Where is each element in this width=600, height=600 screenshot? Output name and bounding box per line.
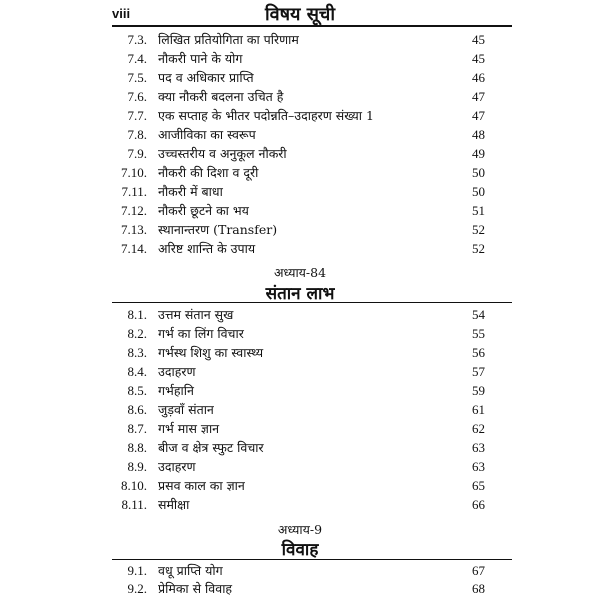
entry-page: 50 bbox=[472, 165, 485, 180]
entry-page: 52 bbox=[472, 222, 485, 237]
entry-number: 8.8. bbox=[127, 440, 147, 455]
entry-number: 7.12. bbox=[121, 203, 147, 218]
entry-title: नौकरी की दिशा व दूरी bbox=[158, 165, 259, 180]
entry-title: जुड़वाँ संतान bbox=[158, 402, 214, 417]
entry-title: अरिष्ट शान्ति के उपाय bbox=[158, 241, 256, 256]
entry-title: स्थानान्तरण (Transfer) bbox=[158, 222, 278, 237]
entry-page: 65 bbox=[472, 478, 485, 493]
entry-number: 7.9. bbox=[127, 146, 147, 161]
toc-entry bbox=[0, 126, 600, 144]
entry-number: 8.6. bbox=[127, 402, 147, 417]
entry-title: उदाहरण bbox=[158, 364, 196, 379]
entry-page: 45 bbox=[472, 32, 485, 47]
entry-page: 68 bbox=[472, 581, 485, 596]
entry-title: प्रसव काल का ज्ञान bbox=[158, 478, 245, 493]
toc-entry bbox=[0, 145, 600, 163]
entry-page: 50 bbox=[472, 184, 485, 199]
entry-number: 7.6. bbox=[127, 89, 147, 104]
entry-page: 67 bbox=[472, 563, 485, 578]
toc-entry bbox=[0, 562, 600, 580]
entry-title: उत्तम संतान सुख bbox=[158, 307, 234, 322]
entry-number: 8.3. bbox=[127, 345, 147, 360]
entry-title: एक सप्ताह के भीतर पदोन्नति–उदाहरण संख्या 1 bbox=[158, 108, 374, 123]
entry-number: 8.1. bbox=[127, 307, 147, 322]
toc-entry bbox=[0, 325, 600, 343]
toc-entry bbox=[0, 88, 600, 106]
entry-page: 48 bbox=[472, 127, 485, 142]
toc-entry bbox=[0, 496, 600, 514]
entry-number: 7.7. bbox=[127, 108, 147, 123]
toc-entry bbox=[0, 458, 600, 476]
toc-entry bbox=[0, 107, 600, 125]
entry-number: 7.13. bbox=[121, 222, 147, 237]
entry-number: 8.11. bbox=[121, 497, 147, 512]
entry-number: 8.7. bbox=[127, 421, 147, 436]
entry-title: क्या नौकरी बदलना उचित है bbox=[158, 89, 284, 104]
toc-entry bbox=[0, 306, 600, 324]
toc-entry bbox=[0, 477, 600, 495]
toc-entry bbox=[0, 164, 600, 182]
header-divider bbox=[112, 25, 512, 27]
toc-entry bbox=[0, 50, 600, 68]
toc-entry bbox=[0, 240, 600, 258]
entry-number: 9.2. bbox=[127, 581, 147, 596]
entry-number: 7.14. bbox=[121, 241, 147, 256]
toc-entry bbox=[0, 420, 600, 438]
entry-page: 46 bbox=[472, 70, 485, 85]
entry-title: उदाहरण bbox=[158, 459, 196, 474]
entry-number: 7.3. bbox=[127, 32, 147, 47]
entry-page: 51 bbox=[472, 203, 485, 218]
entry-title: नौकरी में बाधा bbox=[158, 184, 223, 199]
chapter-title: संतान लाभ bbox=[265, 284, 335, 304]
entry-page: 61 bbox=[472, 402, 485, 417]
entry-page: 63 bbox=[472, 459, 485, 474]
chapter-divider bbox=[112, 302, 512, 303]
entry-title: बीज व क्षेत्र स्फुट विचार bbox=[158, 440, 264, 455]
entry-page: 52 bbox=[472, 241, 485, 256]
entry-number: 7.5. bbox=[127, 70, 147, 85]
entry-title: नौकरी पाने के योग bbox=[158, 51, 243, 66]
entry-title: आजीविका का स्वरूप bbox=[158, 127, 256, 142]
entry-page: 62 bbox=[472, 421, 485, 436]
entry-title: गर्भहानि bbox=[158, 383, 194, 398]
entry-number: 7.8. bbox=[127, 127, 147, 142]
entry-title: समीक्षा bbox=[158, 497, 190, 512]
entry-number: 8.10. bbox=[121, 478, 147, 493]
toc-entry bbox=[0, 344, 600, 362]
toc-entry bbox=[0, 31, 600, 49]
entry-title: गर्भस्थ शिशु का स्वास्थ्य bbox=[158, 345, 264, 360]
entry-page: 59 bbox=[472, 383, 485, 398]
entry-number: 9.1. bbox=[127, 563, 147, 578]
entry-number: 8.9. bbox=[127, 459, 147, 474]
chapter-title: विवाह bbox=[281, 540, 319, 560]
chapter-divider bbox=[112, 559, 512, 560]
entry-page: 55 bbox=[472, 326, 485, 341]
entry-number: 7.10. bbox=[121, 165, 147, 180]
entry-title: गर्भ का लिंग विचार bbox=[158, 326, 244, 341]
entry-page: 49 bbox=[472, 146, 485, 161]
entry-number: 8.4. bbox=[127, 364, 147, 379]
entry-title: गर्भ मास ज्ञान bbox=[158, 421, 220, 436]
chapter-label: अध्याय-84 bbox=[273, 265, 327, 280]
entry-number: 8.2. bbox=[127, 326, 147, 341]
toc-entry bbox=[0, 580, 600, 598]
chapter-label: अध्याय-9 bbox=[277, 522, 323, 537]
page-title: विषय सूची bbox=[264, 4, 336, 25]
entry-page: 47 bbox=[472, 89, 485, 104]
entry-title: प्रेमिका से विवाह bbox=[158, 581, 233, 596]
toc-entry bbox=[0, 439, 600, 457]
entry-page: 66 bbox=[472, 497, 485, 512]
toc-entry bbox=[0, 69, 600, 87]
entry-page: 47 bbox=[472, 108, 485, 123]
entry-page: 45 bbox=[472, 51, 485, 66]
page-number: viii bbox=[112, 6, 131, 21]
entry-title: उच्चस्तरीय व अनुकूल नौकरी bbox=[158, 146, 287, 161]
toc-entry bbox=[0, 401, 600, 419]
entry-title: वधू प्राप्ति योग bbox=[158, 563, 223, 578]
entry-page: 63 bbox=[472, 440, 485, 455]
entry-number: 7.4. bbox=[127, 51, 147, 66]
toc-entry bbox=[0, 363, 600, 381]
toc-entry bbox=[0, 221, 600, 239]
entry-title: पद व अधिकार प्राप्ति bbox=[158, 70, 254, 85]
toc-entry bbox=[0, 382, 600, 400]
entry-number: 8.5. bbox=[127, 383, 147, 398]
entry-title: लिखित प्रतियोगिता का परिणाम bbox=[158, 32, 299, 47]
entry-number: 7.11. bbox=[121, 184, 147, 199]
entry-title: नौकरी छूटने का भय bbox=[158, 203, 249, 218]
entry-page: 54 bbox=[472, 307, 485, 322]
toc-entry bbox=[0, 202, 600, 220]
entry-page: 57 bbox=[472, 364, 485, 379]
entry-page: 56 bbox=[472, 345, 485, 360]
toc-entry bbox=[0, 183, 600, 201]
